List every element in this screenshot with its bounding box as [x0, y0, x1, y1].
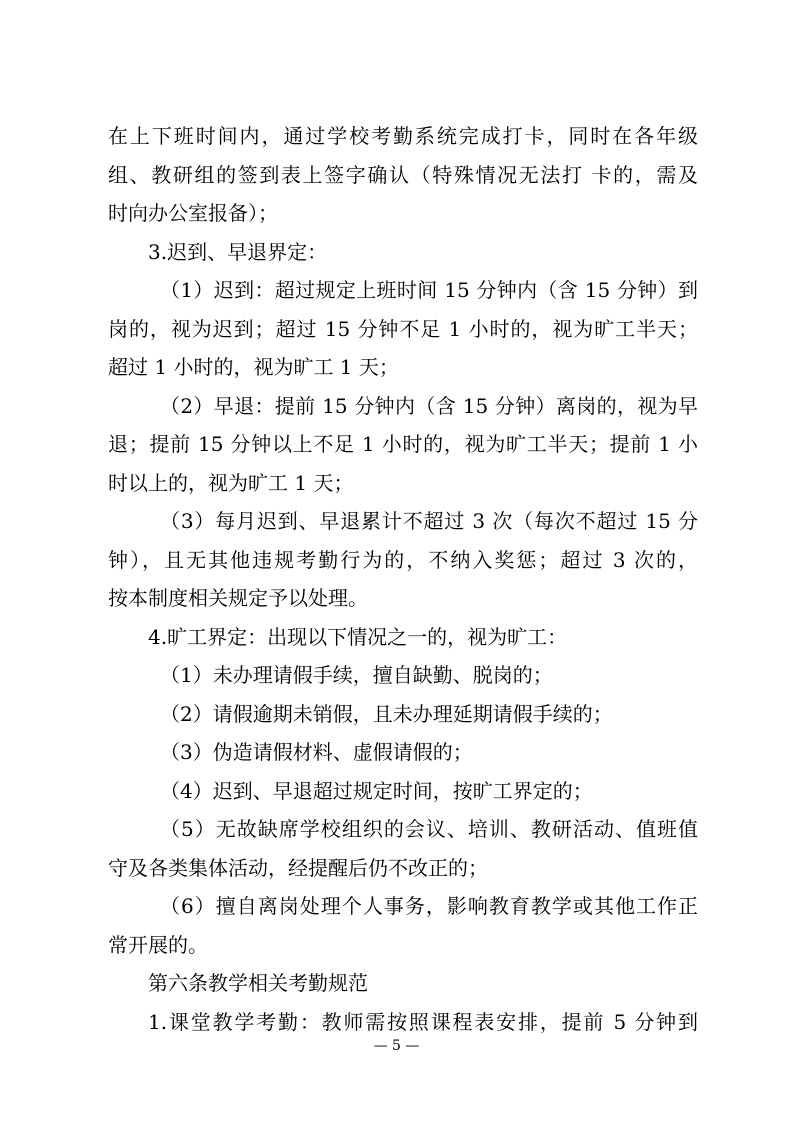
text-line: 组、教研组的签到表上签字确认（特殊情况无法打 卡的，需及 — [108, 162, 698, 187]
text-line: 1.课堂教学考勤：教师需按照课程表安排，提前 5 分钟到 — [148, 1009, 698, 1034]
page-number: — 5 — — [373, 1038, 420, 1054]
text-line: 在上下班时间内，通过学校考勤系统完成打卡，同时在各年级 — [108, 124, 698, 148]
document-body — [108, 117, 698, 1041]
text-line: （4）迟到、早退超过规定时间，按旷工界定的； — [160, 778, 593, 803]
text-line: （5）无故缺席学校组织的会议、培训、教研活动、值班值 — [160, 817, 698, 841]
text-line: （3）伪造请假材料、虚假请假的； — [160, 740, 473, 764]
text-line: （6）擅自离岗处理个人事务，影响教育教学或其他工作正 — [160, 894, 698, 918]
text-line: 钟），且无其他违规考勤行为的，不纳入奖惩；超过 3 次的， — [108, 547, 698, 572]
text-line: （1）未办理请假手续，擅自缺勤、脱岗的； — [160, 663, 553, 687]
text-line: （2）请假逾期未销假，且未办理延期请假手续的； — [160, 701, 613, 726]
section-heading: 4.旷工界定：出现以下情况之一的，视为旷工： — [148, 624, 568, 649]
text-line: （3）每月迟到、早退累计不超过 3 次（每次不超过 15 分 — [160, 509, 698, 533]
text-line: 超过 1 小时的，视为旷工 1 天； — [108, 355, 399, 379]
text-line: （2）早退：提前 15 分钟内（含 15 分钟）离岗的，视为早 — [160, 393, 698, 418]
text-line: 退；提前 15 分钟以上不足 1 小时的，视为旷工半天；提前 1 小 — [108, 432, 698, 456]
text-line: （1）迟到：超过规定上班时间 15 分钟内（含 15 分钟）到 — [160, 278, 698, 302]
text-line: 守及各类集体活动，经提醒后仍不改正的； — [108, 855, 488, 880]
article-heading: 第六条教学相关考勤规范 — [148, 971, 368, 995]
text-line: 按本制度相关规定予以处理。 — [108, 586, 368, 610]
text-line: 时向办公室报备）； — [108, 201, 278, 225]
section-heading: 3.迟到、早退界定： — [148, 239, 328, 264]
text-line: 常开展的。 — [108, 932, 208, 957]
text-line: 岗的，视为迟到；超过 15 分钟不足 1 小时的，视为旷工半天； — [108, 316, 698, 341]
text-line: 时以上的，视为旷工 1 天； — [108, 470, 354, 495]
